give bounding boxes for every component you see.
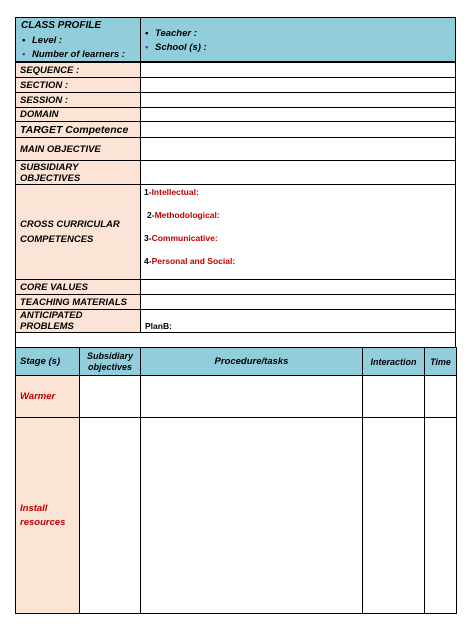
cross-item-2-num: 2-: [147, 210, 155, 220]
class-profile-title: CLASS PROFILE: [21, 20, 102, 31]
learners-line: [22, 49, 125, 60]
anticipated-problems-label: ANTICIPATED PROBLEMS: [16, 310, 141, 333]
core-values-label: CORE VALUES: [16, 280, 141, 295]
level-label: Level :: [32, 35, 63, 46]
interaction-header: Interaction: [363, 348, 425, 376]
install-interaction[interactable]: [363, 418, 425, 614]
school-label: School (s) :: [155, 42, 207, 53]
subsidiary-header: Subsidiary objectives: [80, 348, 141, 376]
section-value[interactable]: [141, 78, 456, 93]
sequence-value[interactable]: [141, 63, 456, 78]
install-stage: Install resources: [16, 418, 80, 614]
sequence-label: SEQUENCE :: [16, 63, 141, 78]
lesson-procedure-table: [15, 347, 457, 614]
stage-header: Stage (s): [16, 348, 80, 376]
main-objective-label: MAIN OBJECTIVE: [16, 138, 141, 161]
warmer-stage: Warmer: [16, 376, 80, 418]
cross-item-3-text: Communicative:: [151, 233, 218, 243]
row-session: [16, 93, 456, 108]
subsidiary-objectives-value[interactable]: [141, 161, 456, 185]
row-domain: [16, 108, 456, 122]
cross-item-2-text: Methodological:: [154, 210, 220, 220]
cross-item-1: [144, 187, 199, 197]
class-profile-box: [15, 17, 141, 62]
warmer-row: [16, 376, 457, 418]
row-main-objective: [16, 138, 456, 161]
row-target: [16, 122, 456, 138]
procedure-header: Procedure/tasks: [141, 348, 363, 376]
cross-item-4: [144, 256, 235, 266]
cross-item-1-text: Intellectual:: [151, 187, 199, 197]
install-subsidiary[interactable]: [80, 418, 141, 614]
teaching-materials-label: TEACHING MATERIALS: [16, 295, 141, 310]
install-time[interactable]: [425, 418, 457, 614]
school-line: [145, 42, 207, 53]
warmer-interaction[interactable]: [363, 376, 425, 418]
core-values-value[interactable]: [141, 280, 456, 295]
spacer-cell: [16, 333, 456, 348]
warmer-subsidiary[interactable]: [80, 376, 141, 418]
lesson-info-table: [15, 62, 456, 348]
teacher-line: [145, 28, 197, 39]
session-label: SESSION :: [16, 93, 141, 108]
install-row: [16, 418, 457, 614]
row-sequence: [16, 63, 456, 78]
level-bullet: •: [22, 35, 26, 46]
learners-label: Number of learners :: [32, 49, 125, 60]
session-value[interactable]: [141, 93, 456, 108]
learners-bullet: •: [22, 49, 26, 60]
teacher-box: [140, 17, 456, 62]
row-teaching-materials: [16, 295, 456, 310]
section-label: SECTION :: [16, 78, 141, 93]
teacher-bullet: •: [145, 28, 149, 39]
planb-label: PlanB:: [145, 321, 172, 331]
subsidiary-objectives-label: SUBSIDIARY OBJECTIVES: [16, 161, 141, 185]
domain-label: DOMAIN: [16, 108, 141, 122]
cross-curricular-value[interactable]: [141, 185, 456, 280]
target-label: TARGET Competence: [16, 122, 141, 138]
warmer-time[interactable]: [425, 376, 457, 418]
cross-item-3: [144, 233, 218, 243]
time-header: Time: [425, 348, 457, 376]
main-objective-value[interactable]: [141, 138, 456, 161]
row-spacer: [16, 333, 456, 348]
cross-item-2: [147, 210, 220, 220]
domain-value[interactable]: [141, 108, 456, 122]
teaching-materials-value[interactable]: [141, 295, 456, 310]
row-cross-curricular: [16, 185, 456, 280]
teacher-label: Teacher :: [155, 28, 197, 39]
cross-item-3-num: 3-: [144, 233, 152, 243]
row-subsidiary-objectives: [16, 161, 456, 185]
cross-curricular-label: CROSS CURRICULAR COMPETENCES: [16, 185, 141, 280]
warmer-procedure[interactable]: [141, 376, 363, 418]
install-procedure[interactable]: [141, 418, 363, 614]
cross-item-1-num: 1-: [144, 187, 152, 197]
cross-item-4-num: 4-: [144, 256, 152, 266]
cross-item-4-text: Personal and Social:: [151, 256, 236, 266]
level-line: [22, 35, 62, 46]
row-anticipated-problems: [16, 310, 456, 333]
row-section: [16, 78, 456, 93]
anticipated-problems-value[interactable]: [141, 310, 456, 333]
procedure-header-row: [16, 348, 457, 376]
school-bullet: •: [145, 42, 149, 53]
row-core-values: [16, 280, 456, 295]
target-value[interactable]: [141, 122, 456, 138]
